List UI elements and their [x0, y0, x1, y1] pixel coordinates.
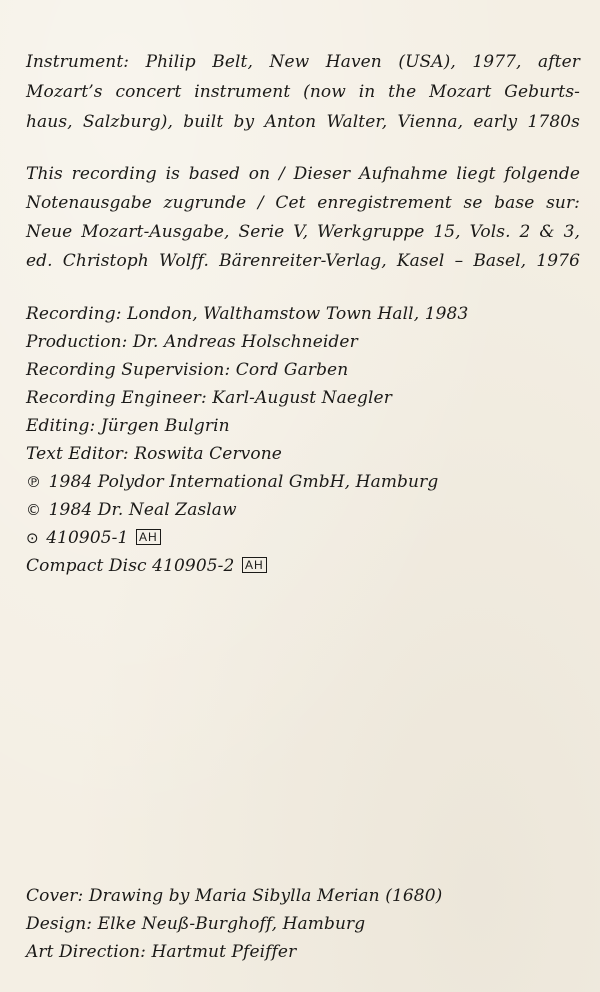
instrument-line-3: haus, Salzburg), built by Anton Walter, Vienna, early 1780s	[26, 112, 580, 132]
cd-ah-badge: AH	[242, 557, 267, 573]
design-credit: Design: Elke Neuß-Burghoff, Hamburg	[26, 914, 366, 934]
record-number-text: 410905-1	[46, 528, 129, 548]
record-catalog-number	[26, 526, 580, 550]
cover-credit: Cover: Drawing by Maria Sibylla Merian (1680)	[26, 886, 443, 906]
record-ah-badge: AH	[136, 529, 161, 545]
edition-line-4: ed. Christoph Wolff. Bärenreiter-Verlag, Kasel – Basel, 1976	[26, 251, 580, 271]
editing-credit: Editing: Jürgen Bulgrin	[26, 416, 230, 436]
instrument-line-1: Instrument: Philip Belt, New Haven (USA), 1977, after	[26, 52, 580, 72]
supervision-credit: Recording Supervision: Cord Garben	[26, 360, 349, 380]
copyright-notice	[26, 498, 580, 522]
art-direction-credit: Art Direction: Hartmut Pfeiffer	[26, 942, 297, 962]
cd-number-text: Compact Disc 410905-2	[26, 556, 235, 576]
phonogram-notice	[26, 470, 580, 494]
edition-line-2: Notenausgabe zugrunde / Cet enregistrement se base sur:	[26, 193, 580, 213]
copyright-text: 1984 Dr. Neal Zaslaw	[48, 500, 237, 520]
copyright-icon: ©	[26, 501, 42, 519]
phonogram-text: 1984 Polydor International GmbH, Hamburg	[48, 472, 439, 492]
cd-catalog-number	[26, 554, 580, 578]
text-editor-credit: Text Editor: Roswita Cervone	[26, 444, 282, 464]
phonogram-icon: ℗	[26, 473, 42, 491]
edition-line-1: This recording is based on / Dieser Aufnahme liegt folgende	[26, 164, 580, 184]
instrument-line-2: Mozart’s concert instrument (now in the Mozart Geburts-	[26, 82, 580, 102]
record-disc-icon: ⊙	[26, 529, 39, 547]
engineer-credit: Recording Engineer: Karl-August Naegler	[26, 388, 392, 408]
recording-location: Recording: London, Walthamstow Town Hall, 1983	[26, 304, 469, 324]
edition-line-3: Neue Mozart-Ausgabe, Serie V, Werkgruppe 15, Vols. 2 & 3,	[26, 222, 580, 242]
production-credit: Production: Dr. Andreas Holschneider	[26, 332, 358, 352]
